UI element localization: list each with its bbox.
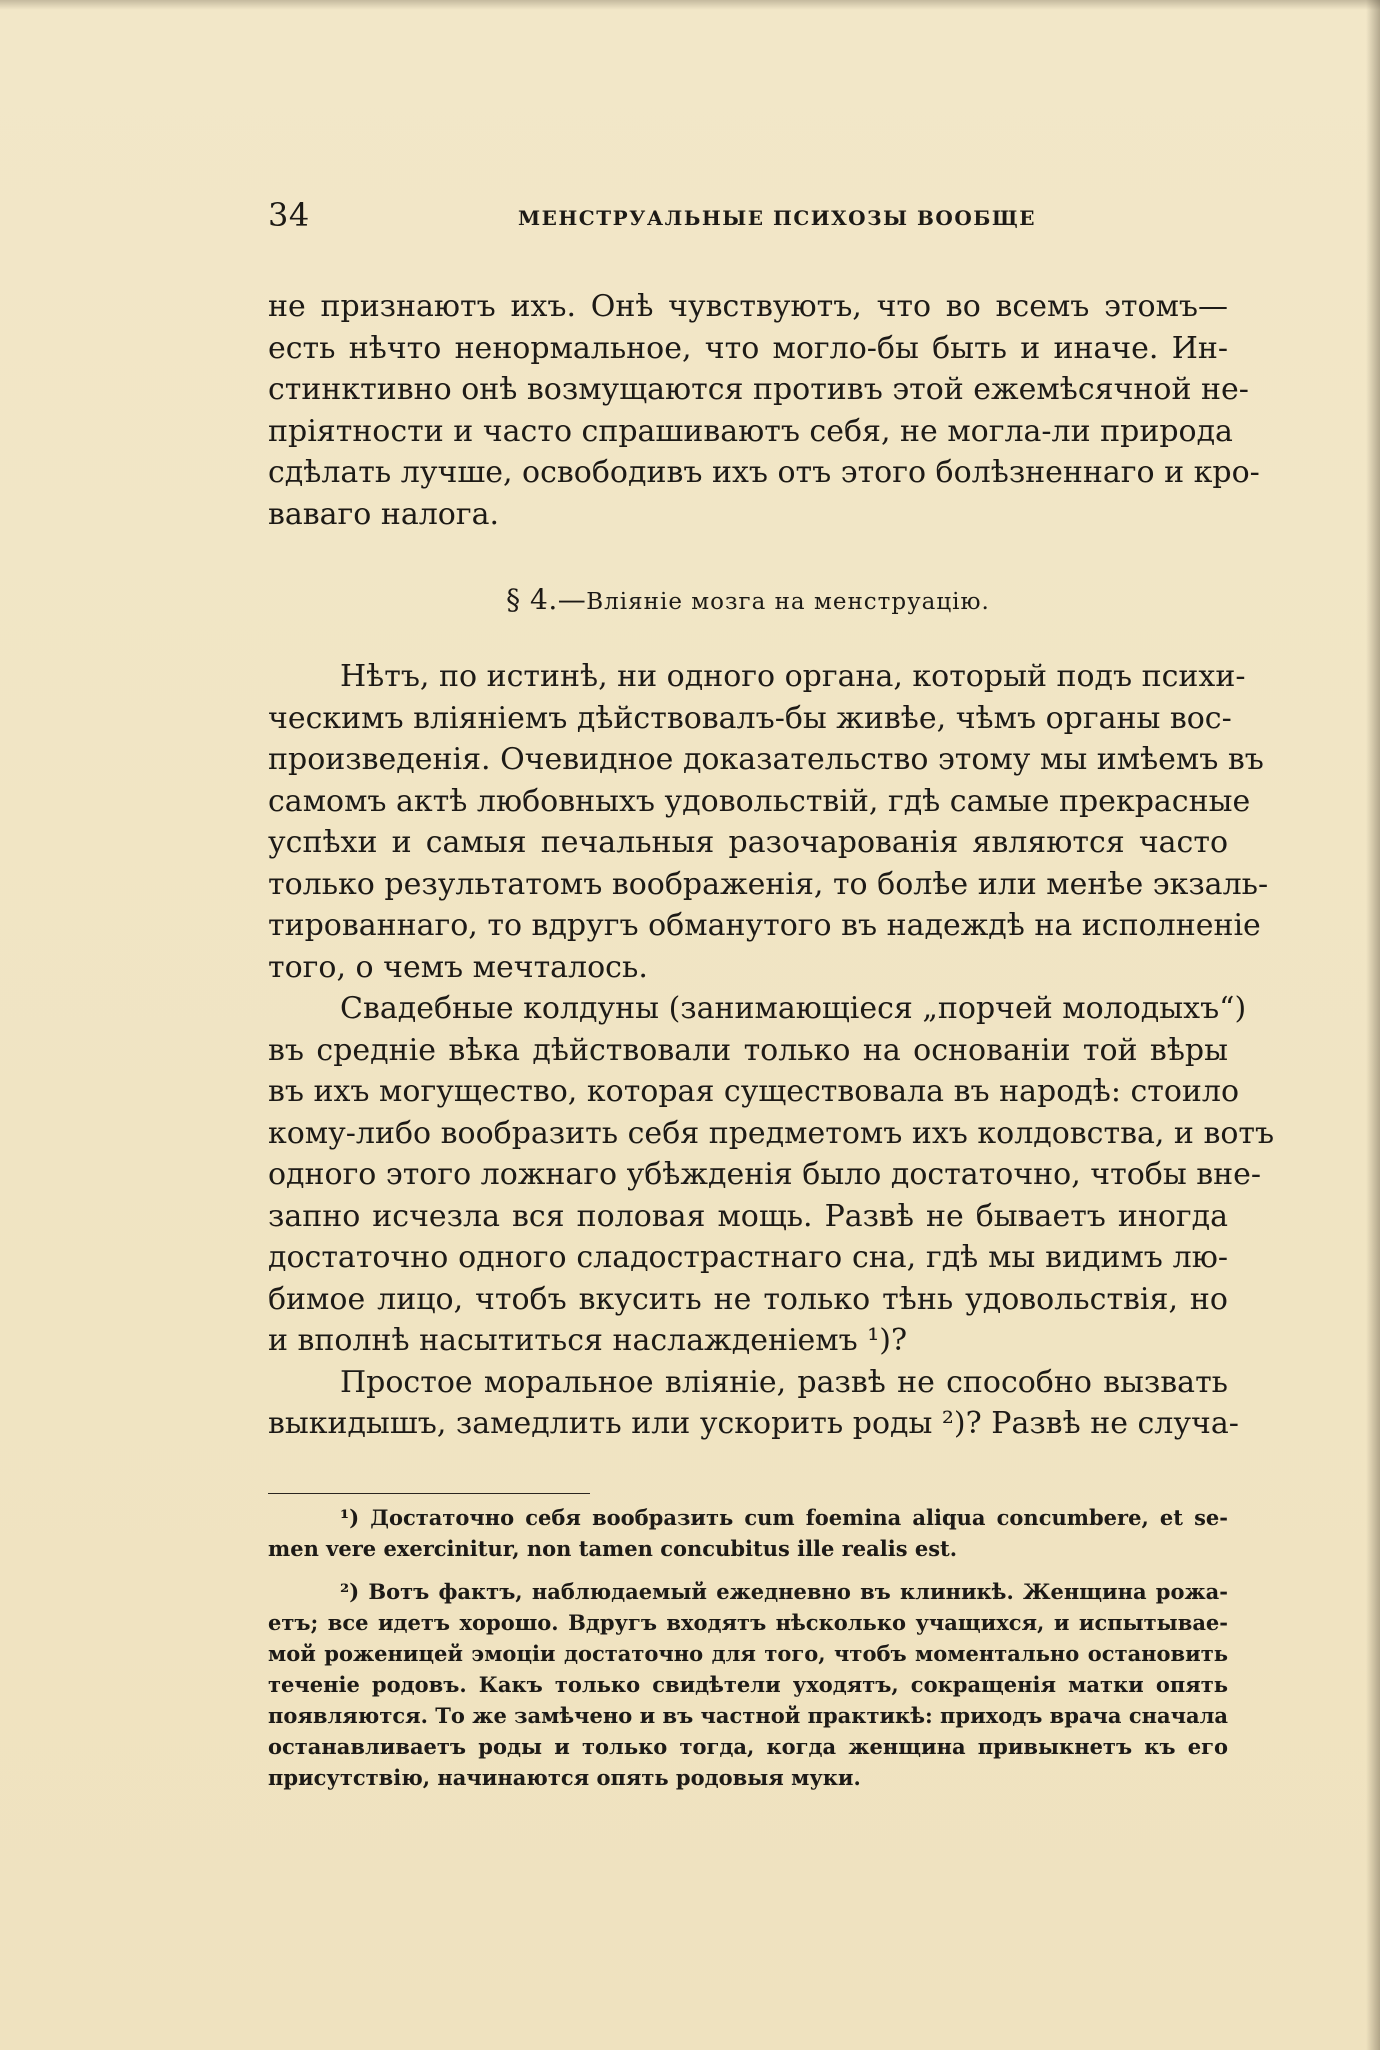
- footnote-line: присутствію, начинаются опять родовыя муки.: [268, 1765, 861, 1790]
- section-number: § 4.—: [506, 583, 587, 616]
- footnote-line: ¹) Достаточно себя вообразить cum foemina aliqua concumbere, et se-: [340, 1505, 1228, 1530]
- paragraph-1: [268, 286, 1260, 535]
- text-line: только результатомъ воображенія, то болѣе или менѣе экзаль-: [268, 866, 1269, 902]
- text-line: того, о чемъ мечталось.: [268, 949, 648, 985]
- footnote-divider: [268, 1493, 590, 1494]
- page-body: [268, 286, 1275, 1445]
- text-line: бимое лицо, чтобъ вкусить не только тѣнь удовольствія, но: [268, 1281, 1228, 1317]
- text-line: достаточно одного сладострастнаго сна, гдѣ мы видимъ лю-: [268, 1240, 1228, 1275]
- paragraph-4: [268, 1362, 1239, 1445]
- text-line: пріятности и часто спрашиваютъ себя, не могла-ли природа: [268, 413, 1233, 449]
- page-edge-shadow: [1366, 0, 1380, 2050]
- text-line: въ ихъ могущество, которая существовала въ народѣ: стоило: [268, 1074, 1240, 1109]
- text-line: кому-либо вообразить себя предметомъ ихъ колдовства, и вотъ: [268, 1115, 1275, 1151]
- text-line: одного этого ложнаго убѣжденія было достаточно, чтобы вне-: [268, 1157, 1262, 1192]
- text-line: выкидышъ, замедлить или ускорить роды ²)? Развѣ не случа-: [268, 1406, 1239, 1441]
- text-line: есть нѣчто ненормальное, что могло-бы быть и иначе. Ин-: [268, 330, 1228, 366]
- footnote-line: мой роженицей эмоціи достаточно для того, чтобъ моментально остановить: [268, 1641, 1228, 1666]
- footnote-line: появляются. То же замѣчено и въ частной практикѣ: приходъ врача сначала: [268, 1703, 1228, 1728]
- footnote-line: ²) Вотъ фактъ, наблюдаемый ежедневно въ клиникѣ. Женщина рожа-: [340, 1579, 1228, 1604]
- footnotes: [268, 1502, 1228, 1793]
- text-line: произведенія. Очевидное доказательство этому мы имѣемъ въ: [268, 742, 1264, 777]
- text-line: и вполнѣ насытиться наслажденіемъ ¹)?: [268, 1323, 908, 1358]
- footnote-line: останавливаетъ роды и только тогда, когда женщина привыкнетъ къ его: [268, 1734, 1228, 1759]
- footnote-line: men vere exercinitur, non tamen concubitus ille realis est.: [268, 1536, 958, 1561]
- text-line: стинктивно онѣ возмущаются противъ этой ежемѣсячной не-: [268, 372, 1249, 407]
- text-line: ческимъ вліяніемъ дѣйствовалъ-бы живѣе, чѣмъ органы вос-: [268, 700, 1232, 736]
- text-line: не признаютъ ихъ. Онѣ чувствуютъ, что во всемъ этомъ—: [268, 289, 1228, 324]
- footnote-1: [268, 1502, 1228, 1564]
- text-line: сдѣлать лучше, освободивъ ихъ отъ этого болѣзненнаго и кро-: [268, 455, 1260, 490]
- section-title: Вліяніе мозга на менструацію.: [586, 589, 990, 615]
- footnote-line: теченіе родовъ. Какъ только свидѣтели уходятъ, сокращенія матки опять: [268, 1672, 1228, 1697]
- text-line: успѣхи и самыя печальныя разочарованія являются часто: [268, 825, 1228, 860]
- text-line: запно исчезла вся половая мощь. Развѣ не бываетъ иногда: [268, 1198, 1228, 1234]
- page-header: [268, 196, 1228, 232]
- text-line: Свадебные колдуны (занимающіеся „порчей молодыхъ“): [340, 991, 1247, 1026]
- paragraph-2: [268, 656, 1269, 988]
- section-heading: [268, 583, 1228, 616]
- text-line: въ средніе вѣка дѣйствовали только на основаніи той вѣры: [268, 1032, 1228, 1068]
- text-line: Простое моральное вліяніе, развѣ не способно вызвать: [340, 1364, 1228, 1400]
- text-line: самомъ актѣ любовныхъ удовольствій, гдѣ самые прекрасные: [268, 783, 1251, 819]
- footnote-gap: [268, 1564, 1228, 1576]
- running-title: МЕНСТРУАЛЬНЫЕ ПСИХОЗЫ ВООБЩЕ: [518, 206, 1036, 230]
- text-line: Нѣтъ, по истинѣ, ни одного органа, который подъ психи-: [340, 659, 1246, 694]
- page-number: 34: [268, 196, 310, 234]
- footnote-2: [268, 1576, 1228, 1793]
- text-line: ваваго налога.: [268, 496, 500, 532]
- text-line: тированнаго, то вдругъ обманутого въ надеждѣ на исполненіе: [268, 908, 1261, 943]
- paragraph-3: [268, 988, 1275, 1362]
- page-top-shadow: [0, 0, 1380, 10]
- footnote-line: етъ; все идетъ хорошо. Вдругъ входятъ нѣсколько учащихся, и испытывае-: [268, 1610, 1228, 1635]
